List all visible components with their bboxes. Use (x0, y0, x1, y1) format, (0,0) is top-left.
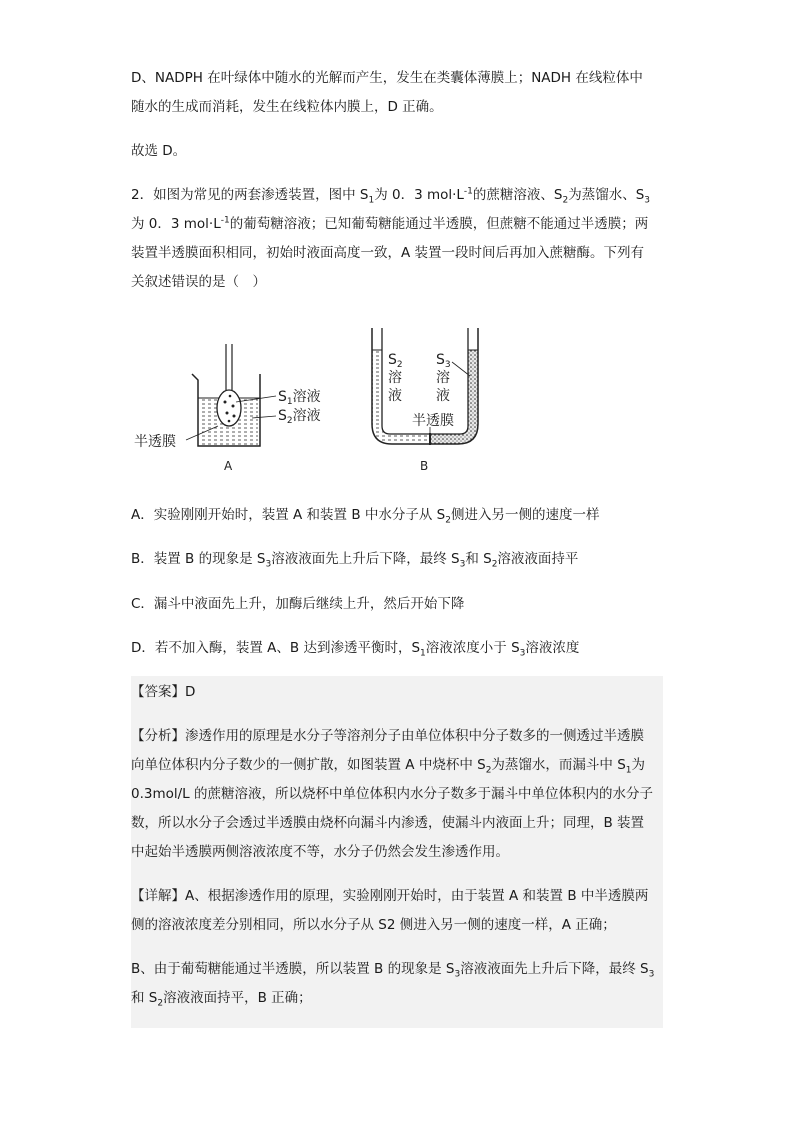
b-s3-rong: 溶 (436, 370, 450, 386)
answer-line: 【答案】D (131, 684, 196, 700)
b-s2-rong: 溶 (388, 370, 402, 386)
detail-line1: 【详解】A、根据渗透作用的原理，实验刚刚开始时，由于装置 A 和装置 B 中半透膜两 (131, 888, 649, 904)
option-b: B．装置 B 的现象是 $S_3$溶液液面先上升后下降，最终 $S_3$和 $S_2$溶液液面持平 (131, 551, 579, 570)
detail-b-line2: 和 $S_2$溶液液面持平，B 正确； (131, 990, 312, 1009)
question-line1: 2．如图为常见的两套渗透装置，图中 $S_1$为 0．3 $mol\cdot L^{-1}$的蔗糖溶液、$S_2$为蒸馏水、$S_3$ (131, 186, 651, 206)
option-d: D．若不加入酶，装置 A、B 达到渗透平衡时，$S_1$溶液浓度小于 $S_3$溶液浓度 (131, 640, 580, 659)
a-caption: A (224, 459, 233, 473)
b-membrane-label: 半透膜 (412, 413, 454, 429)
b-s2-ye: 液 (388, 388, 402, 404)
a-label-s1: $S_1$溶液 (278, 389, 321, 407)
option-a: A．实验刚刚开始时，装置 A 和装置 B 中水分子从 $S_2$侧进入另一侧的速度一样 (131, 507, 600, 526)
b-s3-label: $S_3$ (436, 352, 451, 370)
analysis-line2: 向单位体积内分子数少的一侧扩散，如图装置 A 中烧杯中 $S_2$为蒸馏水，而漏斗中 $S_1$为 (131, 757, 646, 776)
prev-d-line1: D、NADPH 在叶绿体中随水的光解而产生，发生在类囊体薄膜上；NADH 在线粒体中 (131, 70, 643, 86)
osmosis-figure (130, 322, 500, 474)
analysis-line5: 中起始半透膜两侧溶液浓度不等，水分子仍然会发生渗透作用。 (131, 844, 509, 860)
b-s2-label: $S_2$ (388, 352, 403, 370)
option-c: C．漏斗中液面先上升，加酶后继续上升，然后开始下降 (131, 596, 465, 612)
question-line2: 为 0．3 $mol\cdot L^{-1}$的葡萄糖溶液；已知葡萄糖能通过半透膜，但蔗糖不能通过半透膜；两 (131, 215, 649, 232)
a-membrane-label: 半透膜 (134, 434, 176, 450)
question-line3: 装置半透膜面积相同，初始时液面高度一致，A 装置一段时间后再加入蔗糖酶。下列有 (131, 245, 645, 261)
b-s3-ye: 液 (436, 388, 450, 404)
detail-line2: 侧的溶液浓度差分别相同，所以水分子从 S2 侧进入另一侧的速度一样，A 正确； (131, 917, 616, 933)
apparatus-a (186, 344, 276, 446)
analysis-line1: 【分析】渗透作用的原理是水分子等溶剂分子由单位体积中分子数多的一侧透过半透膜 (131, 728, 644, 744)
detail-b-line1: B、由于葡萄糖能通过半透膜，所以装置 B 的现象是 $S_3$溶液液面先上升后下降，最终 $S_3$ (131, 961, 655, 980)
prev-choice: 故选 D。 (131, 143, 187, 159)
analysis-line4: 数，所以水分子会透过半透膜由烧杯向漏斗内渗透，使漏斗内液面上升；同理，B 装置 (131, 815, 645, 831)
prev-d-line2: 随水的生成而消耗，发生在线粒体内膜上，D 正确。 (131, 99, 443, 115)
question-line4: 关叙述错误的是（ ） (131, 274, 266, 290)
analysis-line3: 0.3mol/L 的蔗糖溶液，所以烧杯中单位体积内水分子数多于漏斗中单位体积内的水分子 (131, 786, 653, 802)
b-caption: B (420, 459, 429, 473)
a-label-s2: $S_2$溶液 (278, 408, 321, 426)
